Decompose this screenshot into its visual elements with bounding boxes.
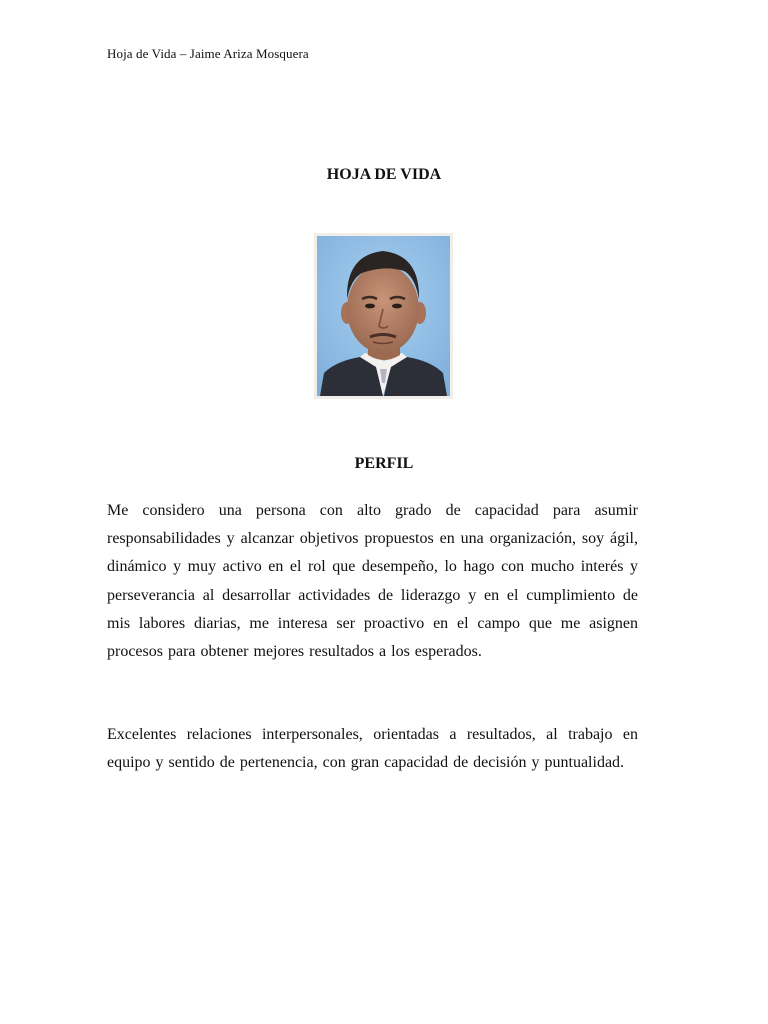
document-title: HOJA DE VIDA — [326, 166, 442, 183]
portrait-photo-icon — [314, 233, 453, 399]
section-title-perfil: PERFIL — [354, 455, 414, 472]
profile-paragraph-1: Me considero una persona con alto grado de capacidad para asumir responsabilidades y alcanzar objetivos propuestos en una organización, soy ágil, dinámico y muy activo en el rol que desempeño, lo hago con mucho interés y perseverancia al desarrollar actividades de liderazgo y en el cumplimiento de mis labores diarias, me interesa ser proactivo en el campo que me asignen procesos para obtener mejores resultados a los esperados. — [107, 502, 638, 661]
running-header: Hoja de Vida – Jaime Ariza Mosquera — [107, 46, 309, 61]
portrait-photo — [314, 233, 453, 399]
profile-paragraph-2: Excelentes relaciones interpersonales, orientadas a resultados, al trabajo en equipo y sentido de pertenencia, con gran capacidad de decisión y puntualidad. — [107, 726, 638, 772]
